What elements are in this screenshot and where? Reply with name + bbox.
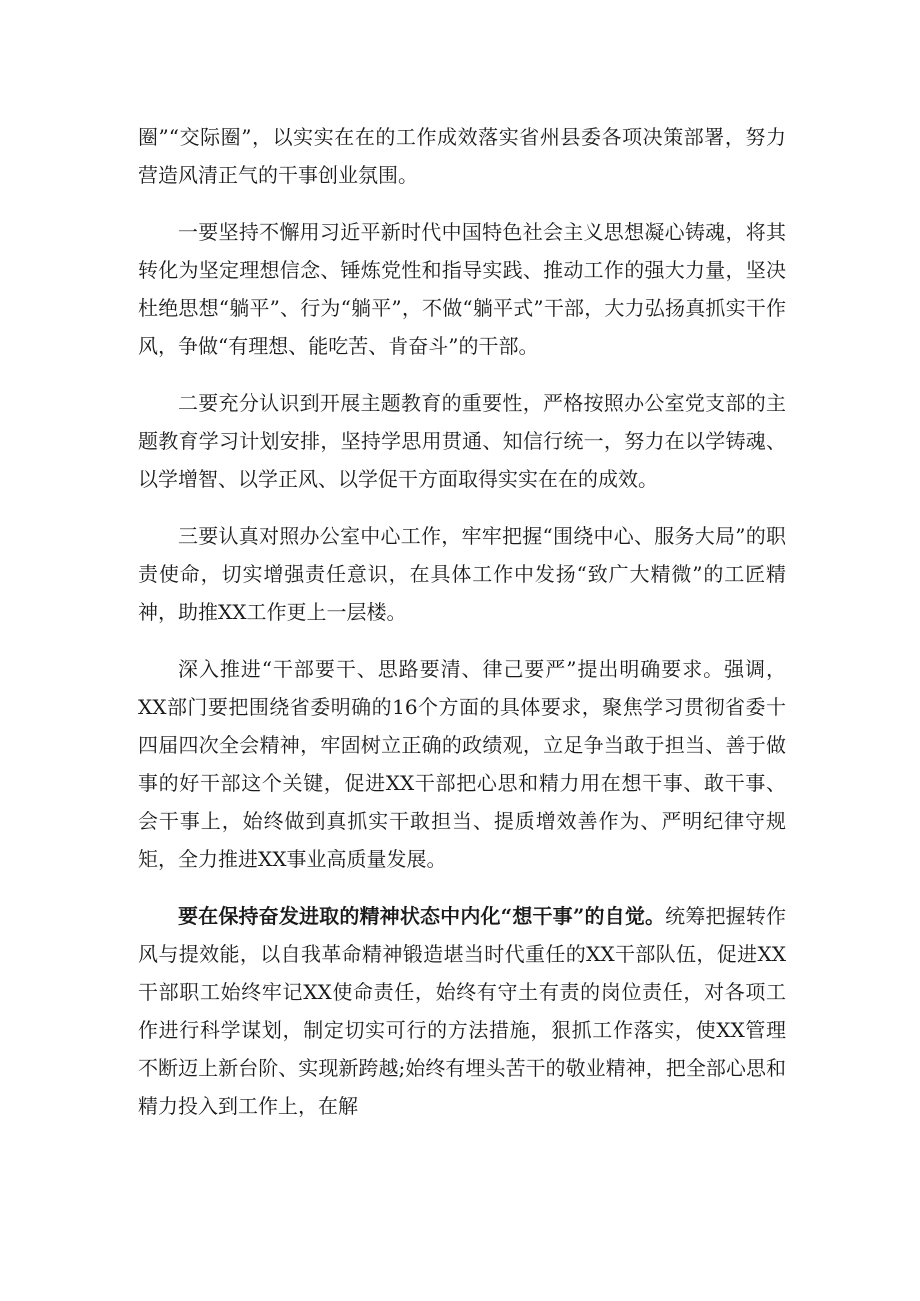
paragraph-requirements: 深入推进“干部要干、思路要清、律己要严”提出明确要求。强调，XX部门要把围绕省委明确的16个方面的具体要求，聚焦学习贯彻省委十四届四次全会精神，牢固树立正确的政绩观，立足争当敢于担当、善于做事的好干部这个关键，促进XX干部把心思和精力用在想干事、敢干事、会干事上，始终做到真抓实干敢担当、提质增效善作为、严明纪律守规矩，全力推进XX事业高质量发展。 [138, 657, 786, 871]
paragraph-mindset [138, 897, 786, 1125]
paragraph-point-three: 三要认真对照办公室中心工作，牢牢把握“围绕中心、服务大局”的职责使命，切实增强责任意识，在具体工作中发扬“致广大精微”的工匠精神，助推XX工作更上一层楼。 [138, 524, 786, 624]
paragraph-continuation: 圈”“交际圈”，以实实在在的工作成效落实省州县委各项决策部署，努力营造风清正气的干事创业氛围。 [138, 125, 786, 187]
paragraph-body-text: 统筹把握转作风与提效能，以自我革命精神锻造堪当时代重任的XX干部队伍，促进XX干部职工始终牢记XX使命责任，始终有守土有责的岗位责任，对各项工作进行科学谋划，制定切实可行的方法措施，狠抓工作落实，使XX管理不断迈上新台阶、实现新跨越;始终有埋头苦干的敬业精神，把全部心思和精力投入到工作上，在解 [138, 904, 787, 1118]
document-body [138, 118, 786, 1144]
paragraph-point-two: 二要充分认识到开展主题教育的重要性，严格按照办公室党支部的主题教育学习计划安排，坚持学思用贯通、知信行统一，努力在以学铸魂、以学增智、以学正风、以学促干方面取得实实在在的成效。 [138, 391, 786, 491]
paragraph-lead-heading: 要在保持奋发进取的精神状态中内化“想干事”的自觉。 [178, 904, 666, 928]
paragraph-point-one: 一要坚持不懈用习近平新时代中国特色社会主义思想凝心铸魂，将其转化为坚定理想信念、锤炼党性和指导实践、推动工作的强大力量，坚决杜绝思想“躺平”、行为“躺平”，不做“躺平式”干部，大力弘扬真抓实干作风，争做“有理想、能吃苦、肯奋斗”的干部。 [138, 220, 786, 358]
